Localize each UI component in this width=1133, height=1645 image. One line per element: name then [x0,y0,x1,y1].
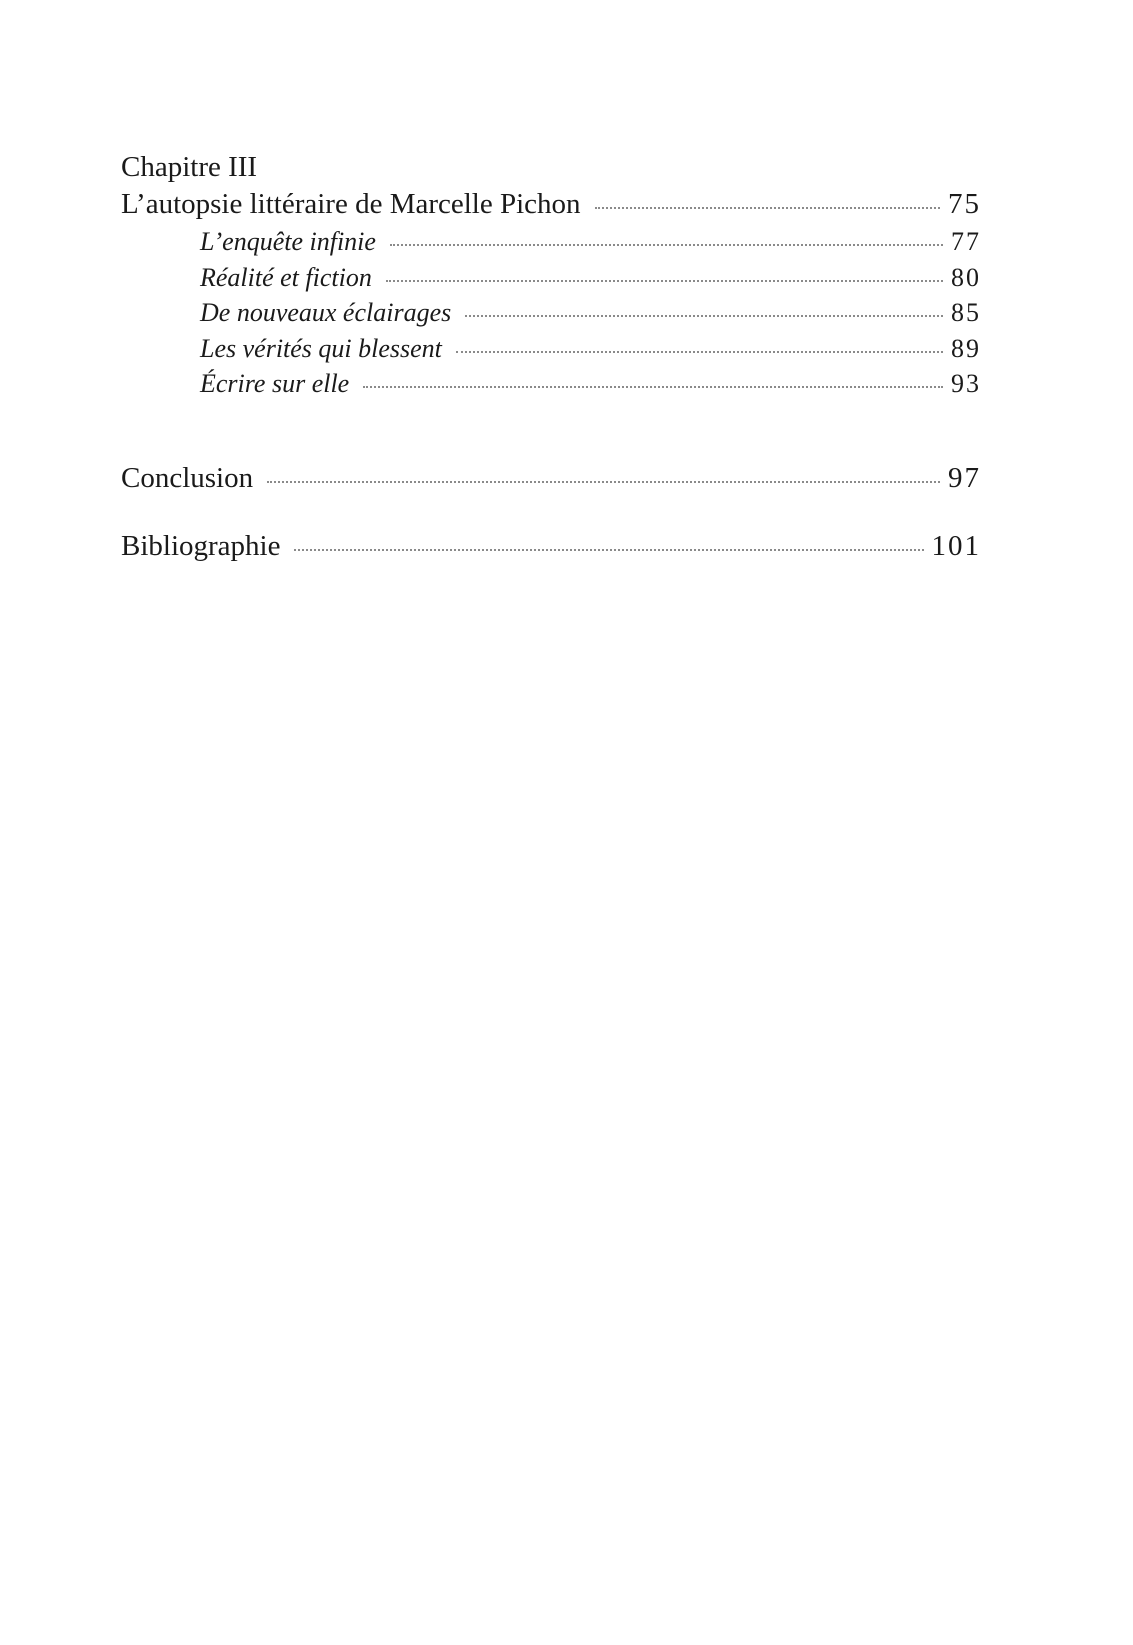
toc-entry-page: 75 [948,188,981,220]
toc-entry-page: 101 [931,530,981,562]
toc-entry-chapter [121,184,981,224]
table-of-contents [121,150,981,562]
toc-subentry-title: L’enquête infinie [200,227,376,256]
toc-subentry-page: 85 [951,298,981,327]
dot-leader [386,280,943,282]
toc-subentry [121,260,981,296]
toc-subentry-title: De nouveaux éclairages [200,298,452,327]
dot-leader [390,244,943,246]
dot-leader [595,207,940,209]
toc-subentry-page: 89 [951,333,981,363]
dot-leader [294,549,923,551]
toc-entry-page: 97 [948,462,981,494]
toc-entry-conclusion [121,458,981,498]
toc-subentry-page: 80 [951,262,981,292]
toc-entry-title: Bibliographie [121,530,281,562]
dot-leader [363,386,943,388]
toc-subentry [121,366,981,402]
toc-subentry-title: Écrire sur elle [200,369,350,398]
toc-entry-title: L’autopsie littéraire de Marcelle Pichon [121,188,581,220]
chapter-label: Chapitre III [121,151,258,183]
dot-leader [267,481,940,483]
toc-subentry [121,295,981,331]
toc-subentry [121,224,981,260]
toc-entry-title: Conclusion [121,462,254,494]
toc-entry-bibliography [121,526,981,566]
toc-subentry-page: 77 [951,227,981,256]
dot-leader [456,351,943,353]
toc-subentry-page: 93 [951,369,981,398]
toc-subentry-title: Les vérités qui blessent [200,333,442,363]
dot-leader [465,315,943,317]
toc-subentry-title: Réalité et fiction [200,262,372,292]
toc-subentry [121,331,981,367]
